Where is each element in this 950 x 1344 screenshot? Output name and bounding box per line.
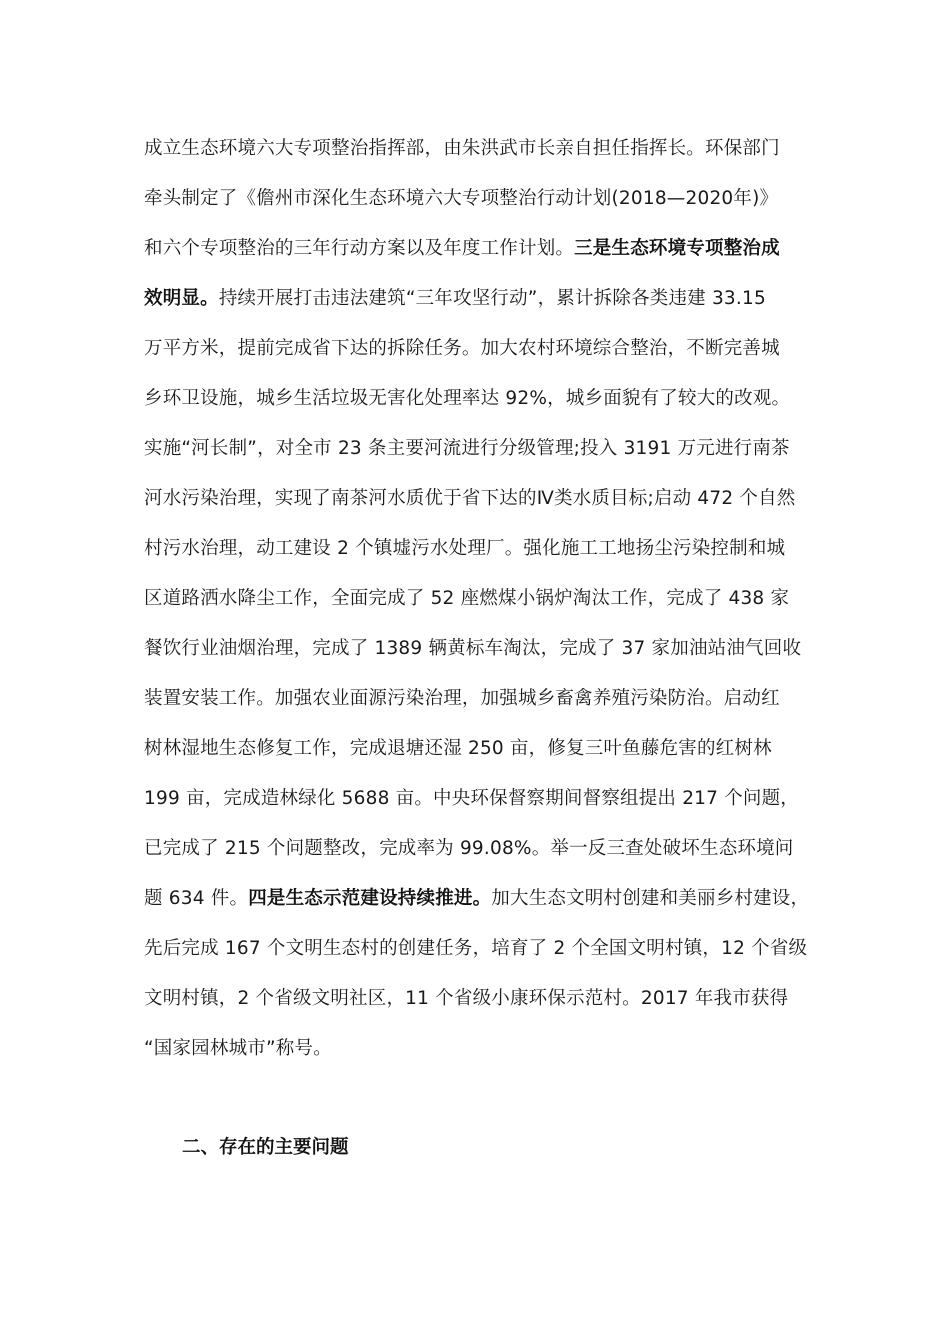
paragraph-line bbox=[144, 486, 795, 512]
bold-highlight: 四是生态示范建设持续推进。 bbox=[248, 888, 492, 909]
line-text: 先后完成 167 个文明生态村的创建任务，培育了 2 个全国文明村镇，12 个省级 bbox=[144, 938, 808, 959]
line-text: 牵头制定了《儋州市深化生态环境六大专项整治行动计划(2018—2020年)》 bbox=[144, 188, 779, 209]
paragraph-line bbox=[144, 686, 780, 712]
paragraph-line bbox=[144, 286, 766, 312]
line-text: 河水污染治理，实现了南茶河水质优于省下达的Ⅳ类水质目标;启动 472 个自然 bbox=[144, 488, 796, 509]
line-text: 村污水治理，动工建设 2 个镇墟污水处理厂。强化施工工地扬尘污染控制和城 bbox=[144, 538, 786, 559]
paragraph-line bbox=[144, 886, 809, 912]
line-text: 区道路洒水降尘工作，全面完成了 52 座燃煤小锅炉淘汰工作，完成了 438 家 bbox=[144, 588, 790, 609]
paragraph-line bbox=[144, 336, 780, 362]
paragraph-line bbox=[144, 936, 807, 962]
paragraph-line bbox=[144, 386, 790, 412]
line-text: 乡环卫设施，城乡生活垃圾无害化处理率达 92%，城乡面貌有了较大的改观。 bbox=[144, 388, 791, 409]
line-text: 加大生态文明村创建和美丽乡村建设， bbox=[491, 888, 810, 909]
paragraph-line bbox=[144, 186, 778, 212]
paragraph-line bbox=[144, 236, 780, 262]
line-text: 199 亩，完成造林绿化 5688 亩。中央环保督察期间督察组提出 217 个问题， bbox=[144, 788, 800, 809]
paragraph-line bbox=[144, 586, 789, 612]
line-text: 万平方米，提前完成省下达的拆除任务。加大农村环境综合整治，不断完善城 bbox=[144, 338, 780, 359]
bold-highlight: 效明显。 bbox=[144, 288, 219, 309]
paragraph-line bbox=[144, 736, 772, 762]
line-text: 装置安装工作。加强农业面源污染治理，加强城乡畜禽养殖污染防治。启动红 bbox=[144, 688, 780, 709]
paragraph-line bbox=[144, 786, 799, 812]
paragraph-line bbox=[144, 986, 788, 1012]
paragraph-line bbox=[144, 1036, 332, 1062]
paragraph-line bbox=[144, 636, 801, 662]
line-text: 树林湿地生态修复工作，完成退塘还湿 250 亩，修复三叶鱼藤危害的红树林 bbox=[144, 738, 772, 759]
line-text: 和六个专项整治的三年行动方案以及年度工作计划。 bbox=[144, 238, 575, 259]
line-text: 成立生态环境六大专项整治指挥部，由朱洪武市长亲自担任指挥长。环保部门 bbox=[144, 138, 780, 159]
paragraph-line bbox=[144, 536, 785, 562]
section-heading: 二、存在的主要问题 bbox=[182, 1137, 349, 1158]
line-text: “国家园林城市”称号。 bbox=[144, 1038, 332, 1059]
line-text: 实施“河长制”，对全市 23 条主要河流进行分级管理;投入 3191 万元进行南茶 bbox=[144, 438, 790, 459]
line-text: 文明村镇，2 个省级文明社区，11 个省级小康环保示范村。2017 年我市获得 bbox=[144, 988, 789, 1009]
line-text: 餐饮行业油烟治理，完成了 1389 辆黄标车淘汰，完成了 37 家加油站油气回收 bbox=[144, 638, 802, 659]
line-text: 持续开展打击违法建筑“三年攻坚行动”，累计拆除各类违建 33.15 bbox=[218, 288, 766, 309]
line-text: 已完成了 215 个问题整改，完成率为 99.08%。举一反三查处破坏生态环境问 bbox=[144, 838, 794, 859]
paragraph-line bbox=[144, 136, 780, 162]
paragraph-line bbox=[144, 836, 794, 862]
paragraph-line bbox=[144, 436, 790, 462]
bold-highlight: 三是生态环境专项整治成 bbox=[574, 238, 780, 259]
line-text: 题 634 件。 bbox=[144, 888, 249, 909]
